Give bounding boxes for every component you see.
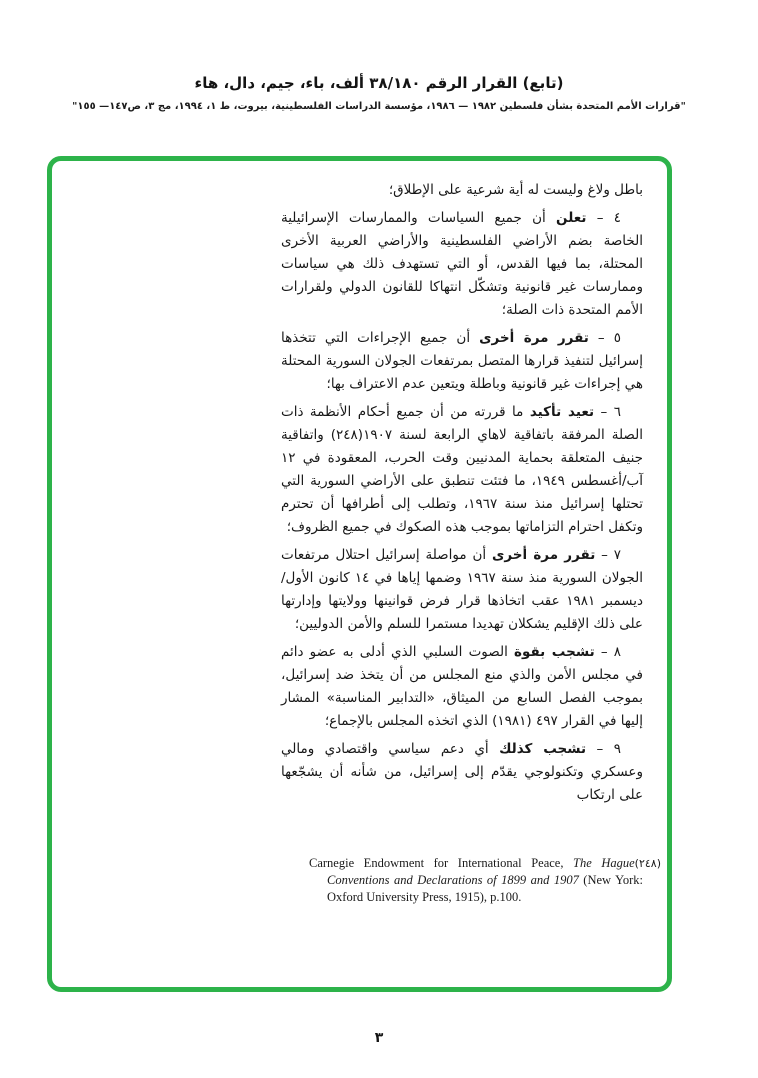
paragraph-number: ٤ – [596, 210, 621, 226]
paragraph-lead: تعيد تأكيد [529, 404, 595, 420]
page-number: ٣ [374, 1030, 384, 1046]
footnote-book-title: The Hague Conventions and Declarations of 1899 and 1907 [327, 856, 635, 887]
body-paragraph [281, 401, 643, 539]
paragraph-text: أن جميع السياسات والممارسات الإسرائيلية الخاصة بضم الأراضي الفلسطينية والأراضي العربية الأخرى المحتلة، بما فيها القدس، أو التي تستهدف ذلك هي سياسات وممارسات غير قانونية وتشكّل انتهاكا للقانون الدولي ولقرارات الأمم المتحدة ذات الصلة؛ [281, 210, 643, 318]
body-paragraph [281, 738, 643, 807]
paragraph-text: الصوت السلبي الذي أدلى به عضو دائم في مجلس الأمن والذي منع المجلس من أن يتخذ ضد إسرائيل، بموجب الفصل السابع من الميثاق، «التدابير المناسبة» المشار إليها في القرار ٤٩٧ (١٩٨١) الذي اتخذه المجلس بالإجماع؛ [281, 644, 643, 729]
footnote-marker: (٢٤٨) [634, 857, 661, 870]
footnote-text: (New York: Oxford University Press, 1915), p.100. [327, 873, 643, 904]
paragraph-lead: تقرر مرة أخرى [479, 330, 589, 346]
paragraph-lead: تشجب بقوة [514, 644, 595, 660]
paragraph-number: ٥ – [597, 330, 621, 346]
paragraph-text: ما قررته من أن جميع أحكام الأنظمة ذات الصلة المرفقة باتفاقية لاهاي الرابعة لسنة ١٩٠٧(٢٤٨) واتفاقية جنيف المتعلقة بحماية المدنيين وقت الحرب، المعقودة في ١٢ آب/أغسطس ١٩٤٩، ما فتئت تنطبق على الأراضي السورية التي تحتلها إسرائيل منذ سنة ١٩٦٧، وتطلب إلى أطرافها أن تحترم وتكفل احترام التزاماتها بموجب هذه الصكوك في جميع الظروف؛ [281, 404, 643, 535]
body-paragraph [281, 327, 643, 396]
page-title: (تابع) القرار الرقم ٣٨/١٨٠ ألف، باء، جيم، دال، هاء [194, 74, 564, 92]
paragraph-number: ٧ – [601, 547, 621, 563]
paragraph-lead: تقرر مرة أخرى [491, 547, 596, 563]
paragraph-lead: تعلن [556, 210, 587, 226]
paragraph-number: ٨ – [600, 644, 621, 660]
document-header [0, 74, 758, 112]
paragraph-number: ٩ – [596, 741, 621, 757]
body-paragraph [281, 544, 643, 636]
paragraph-text: أي دعم سياسي واقتصادي ومالي وعسكري وتكنولوجي يقدّم إلى إسرائيل، من شأنه أن يشجّعها على ارتكاب [281, 741, 643, 803]
paragraph-text: باطل ولاغ وليست له أية شرعية على الإطلاق؛ [388, 182, 643, 198]
footnote-text: Carnegie Endowment for International Peace, [309, 856, 574, 870]
body-paragraph [281, 179, 643, 202]
footnote [309, 855, 661, 906]
paragraph-text: أن مواصلة إسرائيل احتلال مرتفعات الجولان السورية منذ سنة ١٩٦٧ وضمها إياها في ١٤ كانون الأول/ديسمبر ١٩٨١ عقب اتخاذها قرار فرض قوانينها وولايتها وإدارتها على ذلك الإقليم يشكلان تهديدا مستمرا للسلم والأمن الدوليين؛ [281, 547, 643, 632]
paragraph-lead: تشجب كذلك [499, 741, 587, 757]
resolution-body [281, 179, 643, 812]
body-paragraph [281, 641, 643, 733]
source-citation: "قرارات الأمم المتحدة بشأن فلسطين ١٩٨٢ — ١٩٨٦، مؤسسة الدراسات الفلسطينية، بيروت، ط ١، ١٩٩٤، مج ٣، ص١٤٧— ١٥٥" [72, 101, 686, 112]
body-paragraph [281, 207, 643, 322]
paragraph-text: أن جميع الإجراءات التي تتخذها إسرائيل لتنفيذ قرارها المتصل بمرتفعات الجولان السورية المحتلة هي إجراءات غير قانونية وباطلة ويتعين عدم الاعتراف بها؛ [281, 330, 643, 392]
paragraph-number: ٦ – [600, 404, 621, 420]
content-frame [47, 156, 672, 992]
